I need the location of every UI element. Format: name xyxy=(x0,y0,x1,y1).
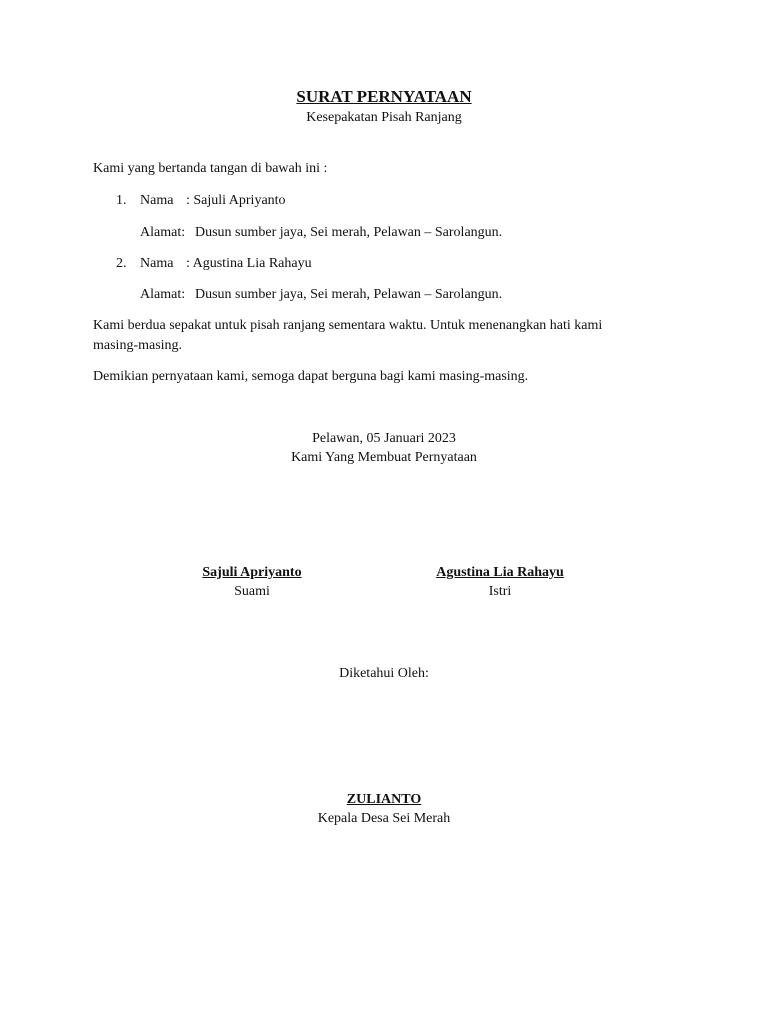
party-2-address-value: Dusun sumber jaya, Sei merah, Pelawan – Sarolangun. xyxy=(195,287,503,302)
document-subtitle: Kesepakatan Pisah Ranjang xyxy=(306,110,462,125)
closing-paragraph: Demikian pernyataan kami, semoga dapat berguna bagi kami masing-masing. xyxy=(93,369,529,384)
village-head-role: Kepala Desa Sei Merah xyxy=(317,811,451,826)
party-1-number: 1. xyxy=(116,193,127,208)
husband-role: Suami xyxy=(234,584,270,599)
known-by-label: Diketahui Oleh: xyxy=(339,666,429,681)
wife-role: Istri xyxy=(488,584,512,599)
party-1-name-label: Nama xyxy=(140,193,174,208)
intro-text: Kami yang bertanda tangan di bawah ini : xyxy=(93,161,328,176)
party-1-name-value: : Sajuli Apriyanto xyxy=(186,193,286,208)
husband-signature-name: Sajuli Apriyanto xyxy=(202,565,302,580)
party-1-address-value: Dusun sumber jaya, Sei merah, Pelawan – Sarolangun. xyxy=(195,225,503,240)
document-title: SURAT PERNYATAAN xyxy=(296,87,472,106)
agreement-paragraph-line-1: Kami berdua sepakat untuk pisah ranjang sementara waktu. Untuk menenangkan hati kami xyxy=(93,318,603,333)
maker-label: Kami Yang Membuat Pernyataan xyxy=(291,450,477,465)
party-2-name-value: : Agustina Lia Rahayu xyxy=(186,256,312,271)
wife-signature-name: Agustina Lia Rahayu xyxy=(436,565,564,580)
party-2-number: 2. xyxy=(116,256,127,271)
agreement-paragraph-line-2: masing-masing. xyxy=(93,338,183,353)
party-2-address-label: Alamat: xyxy=(140,287,186,302)
party-2-name-label: Nama xyxy=(140,256,174,271)
village-head-name: ZULIANTO xyxy=(346,792,422,807)
place-date: Pelawan, 05 Januari 2023 xyxy=(312,431,456,446)
party-1-address-label: Alamat: xyxy=(140,225,186,240)
